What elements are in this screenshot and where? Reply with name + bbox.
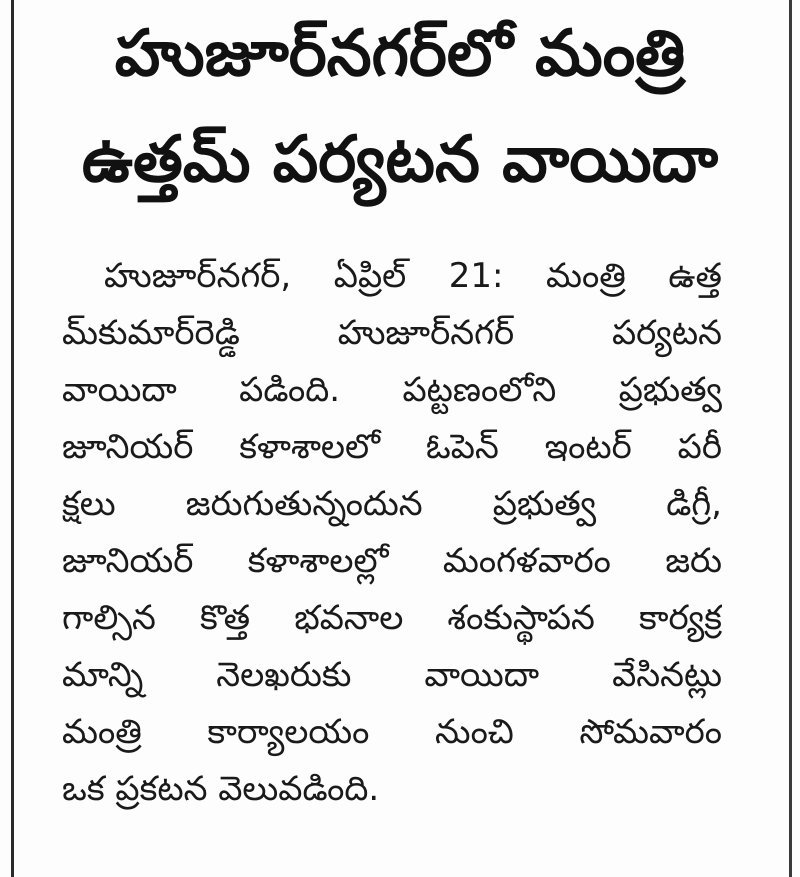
- body-line: జూనియర్ కళాశాలలో ఓపెన్ ఇంటర్ పరీ: [62, 427, 722, 467]
- body-line: ఒక ప్రకటన వెలువడింది.: [62, 769, 380, 809]
- body-line: వాయిదా పడింది. పట్టణంలోని ప్రభుత్వ: [62, 370, 722, 410]
- body-line: క్షలు జరుగుతున్నందున ప్రభుత్వ డిగ్రీ,: [62, 484, 722, 524]
- right-column-rule: [789, 0, 792, 877]
- body-line: మాన్ని నెలఖరుకు వాయిదా వేసినట్లు: [62, 655, 722, 695]
- body-line: మ్‌కుమార్‌రెడ్డి హుజూర్‌నగర్ పర్యటన: [62, 313, 722, 353]
- body-line: గాల్సిన కొత్త భవనాల శంకుస్థాపన కార్యక్ర: [62, 598, 722, 638]
- body-line: హుజూర్‌నగర్, ఏప్రిల్ 21: మంత్రి ఉత్త: [104, 256, 722, 296]
- headline-line-2: ఉత్తమ్ పర్యటన వాయిదా: [81, 123, 719, 197]
- left-column-rule: [11, 0, 14, 877]
- body-line: జూనియర్ కళాశాలల్లో మంగళవారం జరు: [62, 541, 722, 581]
- headline-line-1: హుజూర్‌నగర్‌లో మంత్రి: [114, 17, 686, 91]
- body-line: మంత్రి కార్యాలయం నుంచి సోమవారం: [62, 712, 722, 752]
- article-body: [62, 248, 722, 818]
